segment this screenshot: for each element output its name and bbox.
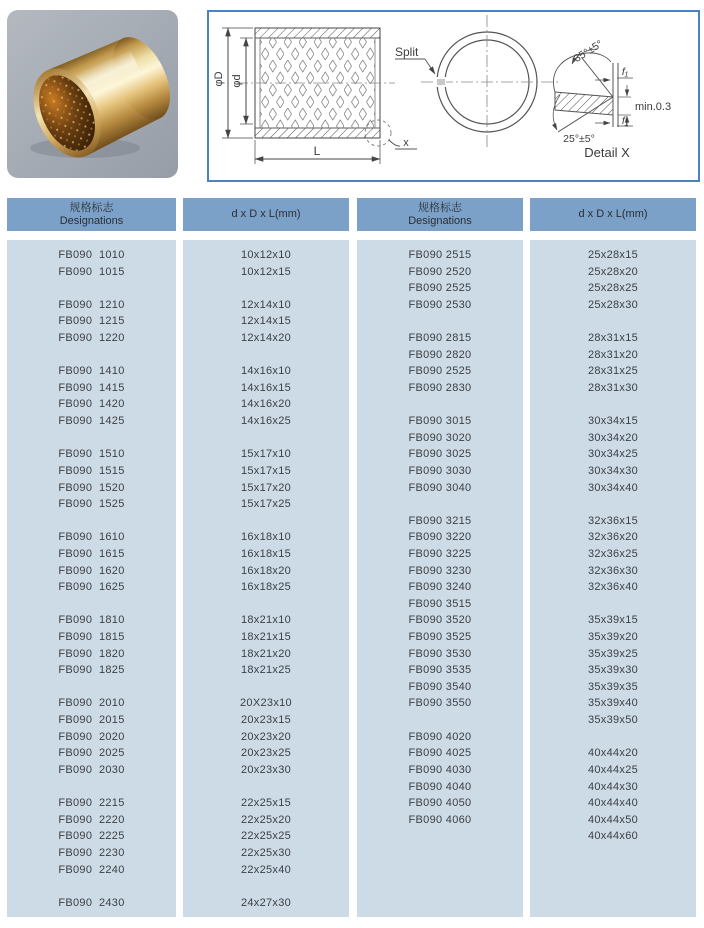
table-cell: 35x39x30 (587, 664, 639, 677)
table-cell: FB090 2525 (408, 365, 472, 378)
table-cell: 40x44x50 (587, 813, 639, 826)
table-cell: 16x18x25 (240, 581, 292, 594)
technical-drawing-panel (207, 10, 700, 182)
table-cell (7, 596, 176, 613)
table-cell: FB090 1425 (58, 415, 125, 428)
table-cell: 20X23x10 (240, 697, 292, 710)
table-cell: FB090 1825 (58, 664, 125, 677)
bronze-bushing-photo (7, 10, 178, 178)
header-size-left-label: d x D x L(mm) (231, 208, 301, 220)
table-cell: FB090 1515 (58, 464, 125, 477)
table-cell: 14x16x15 (240, 381, 292, 394)
table-cell: 15x17x15 (240, 464, 292, 477)
detail-x-caption: Detail X (584, 145, 630, 160)
table-cell: FB090 4040 (408, 780, 472, 793)
table-cell: FB090 2015 (58, 714, 125, 727)
table-cell: 35x39x40 (587, 697, 639, 710)
table-cell (530, 845, 696, 862)
table-cell: 32x36x40 (587, 581, 639, 594)
table-cell: 35x39x50 (587, 714, 639, 727)
table-cell: FB090 2820 (408, 348, 472, 361)
table-cell: 32x36x30 (587, 564, 639, 577)
table-cell (530, 496, 696, 513)
table-cell (183, 280, 349, 297)
table-cell: FB090 1615 (58, 547, 125, 560)
table-cell: 30x34x40 (587, 481, 639, 494)
table-cell: FB090 3015 (408, 415, 472, 428)
header-designations-left-en: Designations (59, 214, 124, 227)
table-cell (357, 828, 523, 845)
header-designations-right (357, 198, 523, 231)
table-cell: FB090 2225 (58, 830, 125, 843)
table-cell: 30x34x20 (587, 431, 639, 444)
table-cell (530, 729, 696, 746)
table-cell (7, 513, 176, 530)
top-chamfer-angle-label: 35°±5° (571, 37, 606, 65)
size-column-right (530, 240, 696, 917)
table-cell: 28x31x15 (587, 332, 639, 345)
table-cell: FB090 2020 (58, 730, 125, 743)
product-photo-panel (7, 10, 178, 178)
table-cell (357, 313, 523, 330)
table-cell: FB090 3220 (408, 531, 472, 544)
table-cell: FB090 1210 (58, 298, 125, 311)
table-cell: 22x25x25 (240, 830, 292, 843)
table-cell: 22x25x15 (240, 797, 292, 810)
technical-drawing (209, 12, 698, 180)
table-cell: FB090 3230 (408, 564, 472, 577)
table-cell (183, 430, 349, 447)
table-cell (183, 878, 349, 895)
front-view (395, 15, 559, 149)
header-size-right-label: d x D x L(mm) (578, 208, 648, 220)
outer-diameter-label: φD (213, 71, 225, 87)
table-cell: 18x21x15 (240, 631, 292, 644)
table-cell (357, 845, 523, 862)
length-label: L (313, 144, 321, 158)
table-cell (7, 347, 176, 364)
table-cell (7, 679, 176, 696)
table-cell: 35x39x15 (587, 614, 639, 627)
table-cell: 18x21x25 (240, 664, 292, 677)
table-cell: 22x25x40 (240, 863, 292, 876)
table-cell: FB090 4025 (408, 747, 472, 760)
table-cell: 28x31x25 (587, 365, 639, 378)
table-cell: FB090 1625 (58, 581, 125, 594)
table-cell (530, 862, 696, 879)
table-cell: 10x12x10 (240, 249, 292, 261)
table-cell (530, 396, 696, 413)
table-cell: 15x17x20 (240, 481, 292, 494)
table-cell: FB090 2010 (58, 697, 125, 710)
detail-callout-label: x (403, 137, 409, 149)
f1-bottom-label: f₁ (621, 115, 629, 127)
table-cell (357, 396, 523, 413)
designation-column-right (357, 240, 523, 917)
table-cell (357, 496, 523, 513)
header-designations-right-en: Designations (408, 214, 472, 227)
table-cell: FB090 2430 (58, 896, 125, 909)
table-cell (183, 513, 349, 530)
table-cell: 12x14x15 (240, 315, 292, 328)
header-designations-right-zh: 规格标志 (418, 201, 462, 214)
table-cell: 20x23x15 (240, 714, 292, 727)
table-cell (357, 878, 523, 895)
table-cell: 20x23x20 (240, 730, 292, 743)
table-cell: 24x27x30 (240, 896, 292, 909)
table-cell: 16x18x20 (240, 564, 292, 577)
table-cell: 35x39x35 (587, 680, 639, 693)
table-cell: 35x39x20 (587, 631, 639, 644)
designation-column-left (7, 240, 176, 917)
table-cell: FB090 1520 (58, 481, 125, 494)
table-cell: FB090 1215 (58, 315, 125, 328)
size-column-left (183, 240, 349, 917)
table-cell: FB090 3515 (408, 597, 472, 610)
table-cell: 28x31x30 (587, 381, 639, 394)
table-cell: FB090 1010 (58, 249, 125, 261)
table-cell: FB090 1415 (58, 381, 125, 394)
table-cell: FB090 3020 (408, 431, 472, 444)
table-cell: FB090 2525 (408, 282, 472, 295)
header-designations-left (7, 198, 176, 231)
table-cell (357, 862, 523, 879)
table-cell: 25x28x20 (587, 265, 639, 278)
table-cell: FB090 3520 (408, 614, 472, 627)
table-cell: 32x36x20 (587, 531, 639, 544)
table-cell: 30x34x30 (587, 464, 639, 477)
header-size-left (183, 198, 349, 231)
table-cell (357, 712, 523, 729)
table-cell (183, 347, 349, 364)
table-cell: 32x36x15 (587, 514, 639, 527)
table-cell: FB090 2530 (408, 298, 472, 311)
table-cell: FB090 1620 (58, 564, 125, 577)
table-cell: FB090 1510 (58, 448, 125, 461)
table-cell: 14x16x25 (240, 415, 292, 428)
table-cell: FB090 3535 (408, 664, 472, 677)
table-cell: FB090 4050 (408, 797, 472, 810)
table-cell: 15x17x10 (240, 448, 292, 461)
table-cell: 12x14x10 (240, 298, 292, 311)
split-label: Split (395, 45, 419, 59)
table-cell: FB090 1220 (58, 332, 125, 345)
table-cell: 25x28x25 (587, 282, 639, 295)
table-cell: FB090 4060 (408, 813, 472, 826)
table-cell: 16x18x10 (240, 531, 292, 544)
table-cell: 15x17x25 (240, 498, 292, 511)
table-cell: 25x28x30 (587, 298, 639, 311)
table-cell (7, 430, 176, 447)
table-cell: FB090 1420 (58, 398, 125, 411)
table-cell (530, 895, 696, 912)
f1-top-label: f₁ (621, 66, 629, 78)
table-cell: 14x16x20 (240, 398, 292, 411)
table-cell: 40x44x40 (587, 797, 639, 810)
table-cell: FB090 4020 (408, 730, 472, 743)
header-designations-left-zh: 规格标志 (69, 201, 114, 214)
table-cell: FB090 2215 (58, 797, 125, 810)
table-cell (530, 313, 696, 330)
table-cell: 22x25x20 (240, 813, 292, 826)
table-cell: FB090 2230 (58, 846, 125, 859)
table-cell: FB090 3240 (408, 581, 472, 594)
table-cell: FB090 2030 (58, 763, 125, 776)
table-cell (7, 779, 176, 796)
table-cell: 14x16x10 (240, 365, 292, 378)
table-cell: FB090 1410 (58, 365, 125, 378)
table-cell: 30x34x15 (587, 415, 639, 428)
table-cell: FB090 1525 (58, 498, 125, 511)
table-cell: FB090 2025 (58, 747, 125, 760)
table-cell (183, 596, 349, 613)
table-cell: 18x21x20 (240, 647, 292, 660)
table-cell: 35x39x25 (587, 647, 639, 660)
table-cell: 28x31x20 (587, 348, 639, 361)
table-cell: FB090 2220 (58, 813, 125, 826)
table-cell: FB090 3040 (408, 481, 472, 494)
table-cell: 40x44x30 (587, 780, 639, 793)
table-cell: 10x12x15 (240, 265, 292, 278)
inner-diameter-label: φd (231, 74, 243, 88)
table-cell (7, 878, 176, 895)
table-cell: FB090 3550 (408, 697, 472, 710)
table-cell: FB090 1015 (58, 265, 125, 278)
table-cell: FB090 1810 (58, 614, 125, 627)
table-cell: 16x18x15 (240, 547, 292, 560)
table-cell: FB090 2815 (408, 332, 472, 345)
table-cell: FB090 3030 (408, 464, 472, 477)
table-cell (357, 895, 523, 912)
table-cell: 20x23x30 (240, 763, 292, 776)
table-cell: 25x28x15 (587, 249, 639, 261)
table-cell: 40x44x25 (587, 763, 639, 776)
table-cell: 32x36x25 (587, 547, 639, 560)
table-cell: 12x14x20 (240, 332, 292, 345)
table-cell (183, 779, 349, 796)
table-cell: 22x25x30 (240, 846, 292, 859)
table-cell: FB090 3225 (408, 547, 472, 560)
table-cell: FB090 4030 (408, 763, 472, 776)
table-cell: 40x44x60 (587, 830, 639, 843)
table-cell (530, 878, 696, 895)
min-wall-label: min.0.3 (635, 101, 672, 113)
table-cell (183, 679, 349, 696)
table-cell: 20x23x25 (240, 747, 292, 760)
table-cell (7, 280, 176, 297)
table-cell: 30x34x25 (587, 448, 639, 461)
table-cell: FB090 3215 (408, 514, 472, 527)
table-cell: FB090 3530 (408, 647, 472, 660)
table-cell: FB090 2515 (408, 249, 472, 261)
header-size-right (530, 198, 696, 231)
table-cell: FB090 1820 (58, 647, 125, 660)
table-cell: 18x21x10 (240, 614, 292, 627)
table-cell (530, 596, 696, 613)
table-cell: FB090 3025 (408, 448, 472, 461)
table-cell: 40x44x20 (587, 747, 639, 760)
table-cell: FB090 1815 (58, 631, 125, 644)
table-cell: FB090 2520 (408, 265, 472, 278)
table-cell: FB090 3540 (408, 680, 472, 693)
bottom-chamfer-angle-label: 25°±5° (563, 133, 595, 145)
table-cell: FB090 2240 (58, 863, 125, 876)
table-cell: FB090 1610 (58, 531, 125, 544)
table-cell: FB090 2830 (408, 381, 472, 394)
table-cell: FB090 3525 (408, 631, 472, 644)
